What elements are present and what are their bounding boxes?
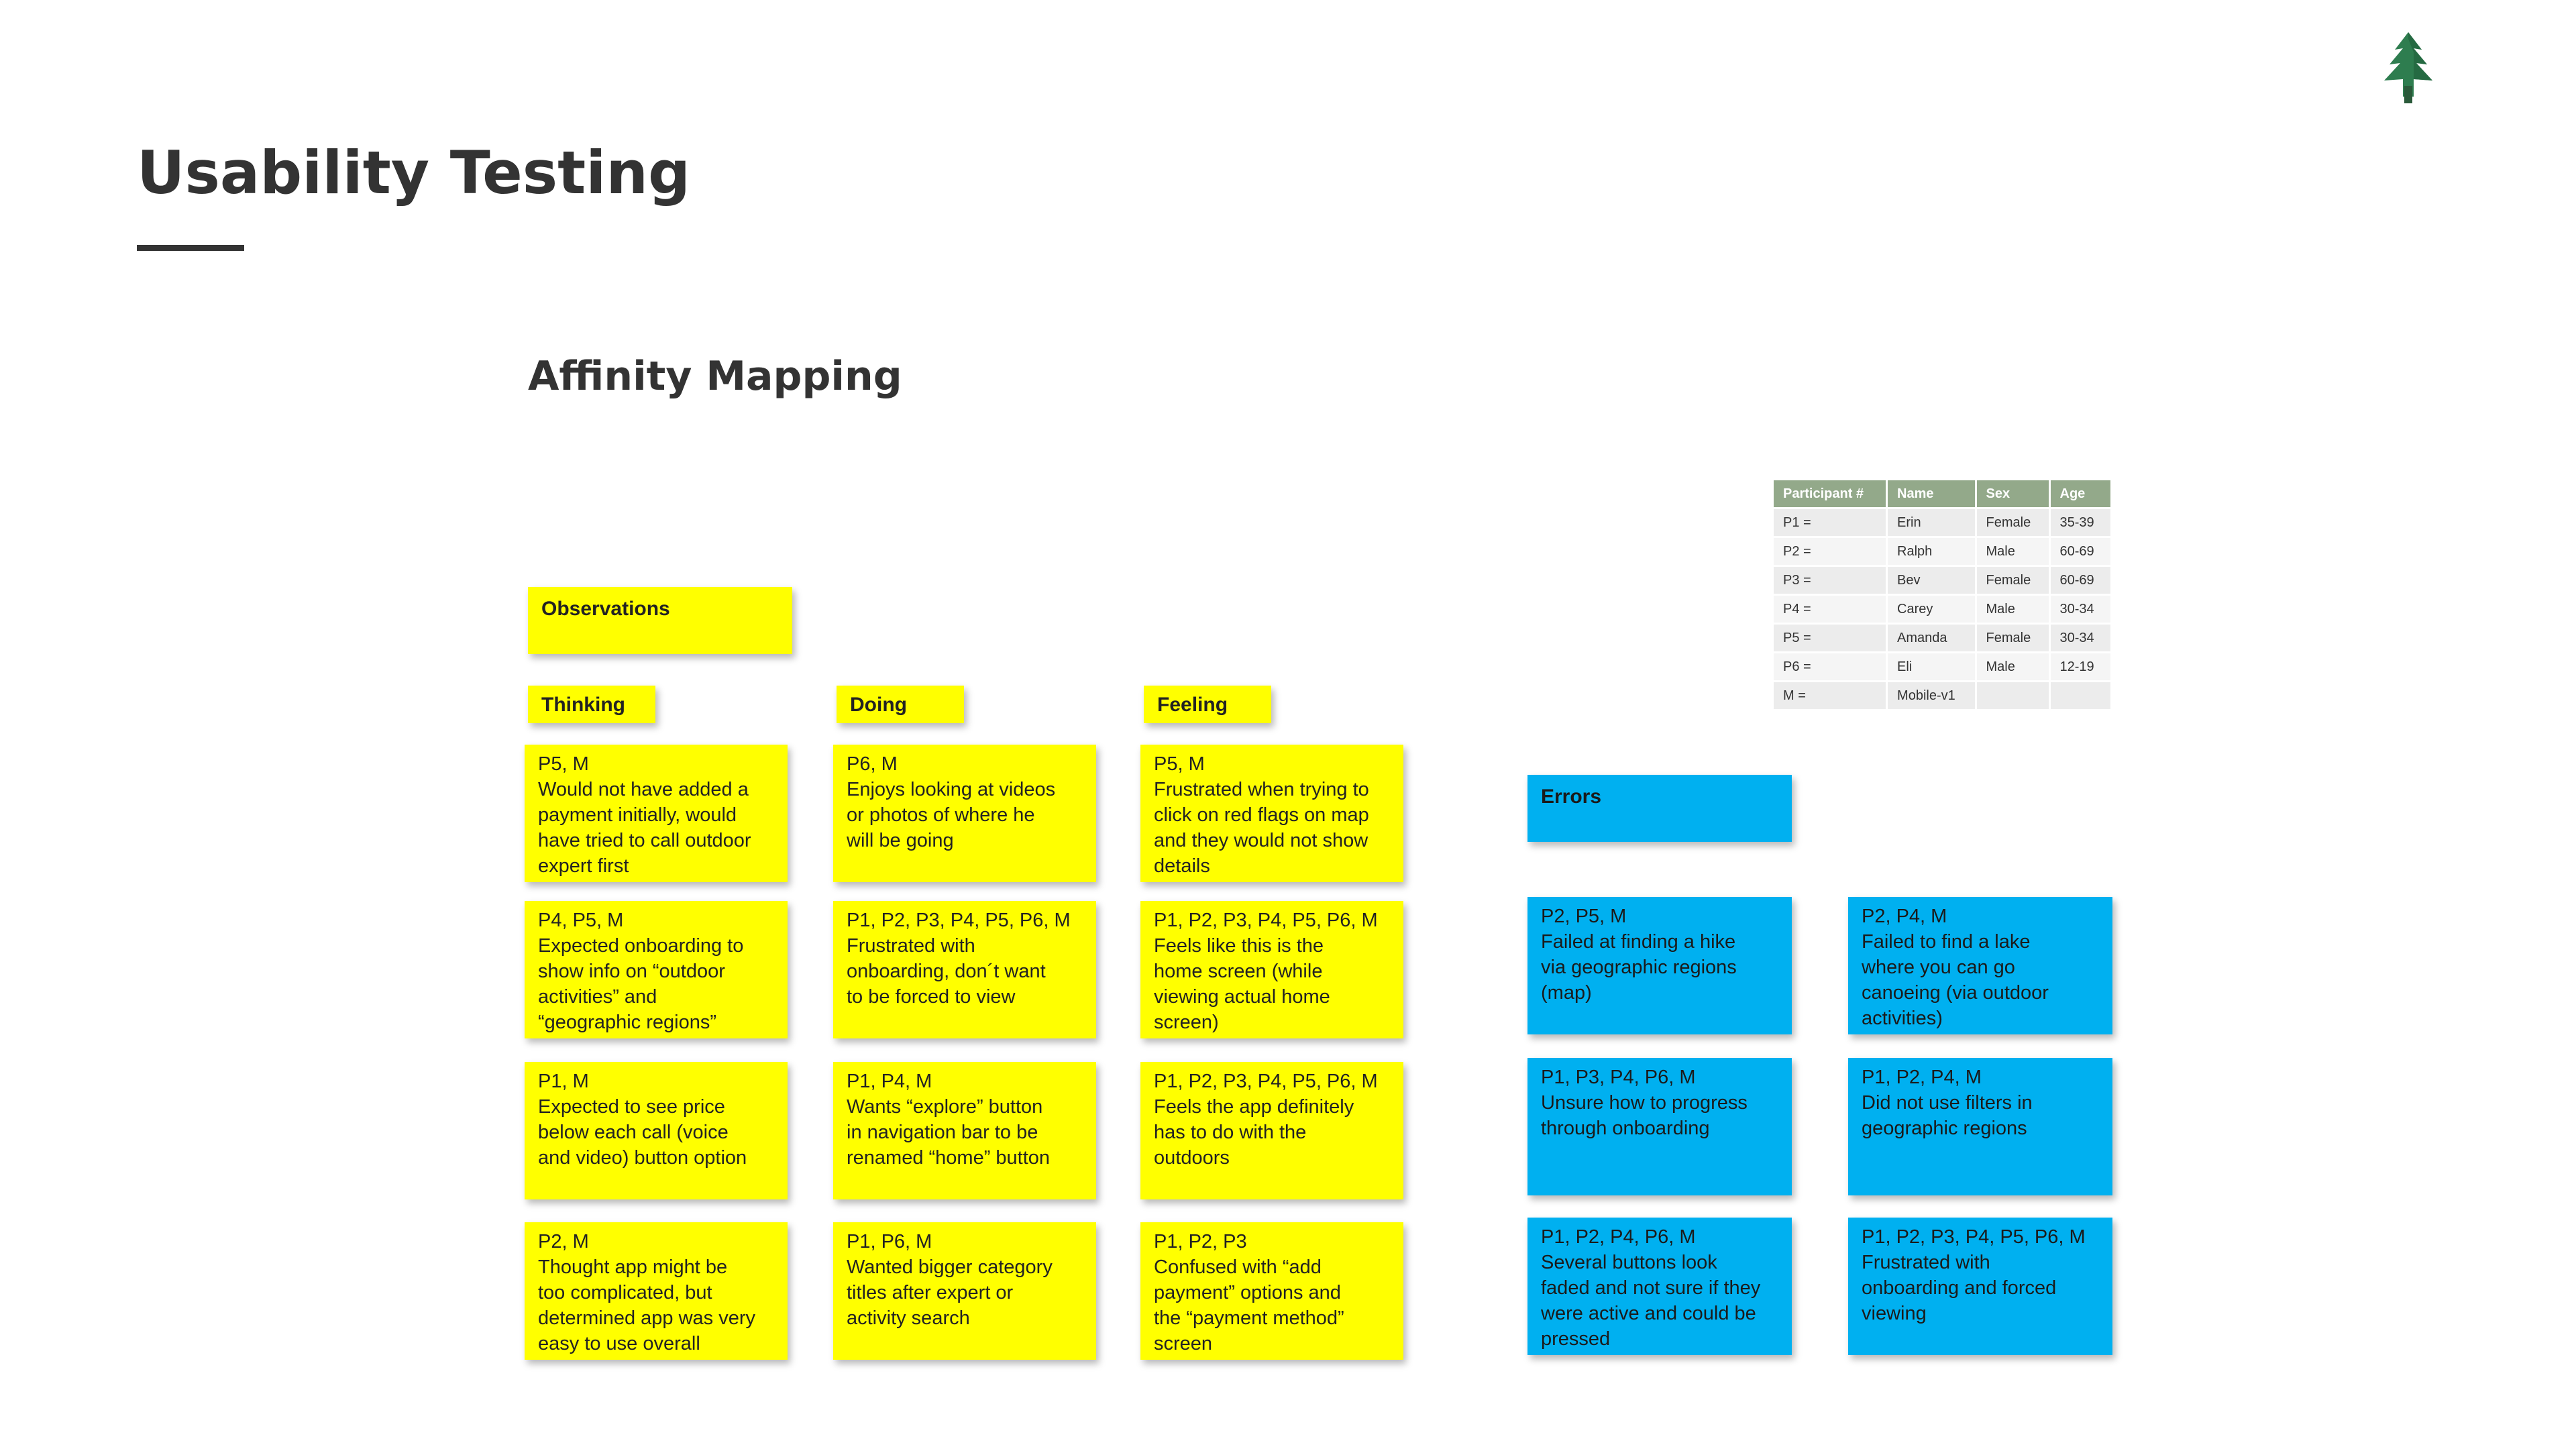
- note-participants: P2, M: [538, 1231, 589, 1252]
- note-text: and they would not show: [1154, 830, 1368, 851]
- sticky-note: [833, 745, 1096, 882]
- title-underline: [137, 245, 244, 251]
- note-text: Expected to see price: [538, 1096, 725, 1118]
- note-text: outdoors: [1154, 1147, 1230, 1169]
- note-text: Thought app might be: [538, 1256, 728, 1278]
- error-note: [1527, 897, 1792, 1034]
- table-header-cell: Age: [2049, 480, 2112, 508]
- table-cell: Ralph: [1887, 537, 1976, 566]
- table-cell: Bev: [1887, 566, 1976, 595]
- note-text: activities” and: [538, 986, 657, 1008]
- note-text: Feels the app definitely: [1154, 1096, 1354, 1118]
- note-participants: P1, P2, P3, P4, P5, P6, M: [1862, 1226, 2086, 1248]
- note-text: Frustrated with: [1862, 1252, 1990, 1273]
- tree-icon: [2376, 32, 2440, 106]
- note-text: the “payment method”: [1154, 1307, 1344, 1329]
- note-text: Frustrated with: [847, 935, 975, 957]
- table-cell: P2 =: [1773, 537, 1887, 566]
- note-participants: P1, P4, M: [847, 1071, 932, 1092]
- sticky-note: [525, 745, 788, 882]
- sticky-note: [525, 1222, 788, 1360]
- observations-note: Observations: [528, 587, 792, 654]
- note-participants: P1, P3, P4, P6, M: [1541, 1067, 1696, 1088]
- note-participants: P2, P5, M: [1541, 906, 1627, 927]
- note-text: where you can go: [1862, 957, 2015, 978]
- table-row: [1773, 508, 2112, 537]
- table-cell: 12-19: [2049, 653, 2112, 682]
- table-cell: Male: [1976, 653, 2049, 682]
- note-text: titles after expert or: [847, 1282, 1014, 1303]
- note-text: viewing actual home: [1154, 986, 1330, 1008]
- note-text: home screen (while: [1154, 961, 1323, 982]
- table-cell: Mobile-v1: [1887, 682, 1976, 710]
- section-subtitle: Affinity Mapping: [528, 353, 902, 400]
- note-text: faded and not sure if they: [1541, 1277, 1761, 1299]
- table-header-cell: Sex: [1976, 480, 2049, 508]
- note-text: Failed to find a lake: [1862, 931, 2031, 953]
- note-text: show info on “outdoor: [538, 961, 725, 982]
- sticky-note: [1140, 745, 1403, 882]
- note-text: Wanted bigger category: [847, 1256, 1053, 1278]
- column-label-thinking: Thinking: [528, 686, 655, 723]
- table-header-cell: Participant #: [1773, 480, 1887, 508]
- table-row: [1773, 595, 2112, 624]
- table-row: [1773, 537, 2112, 566]
- note-participants: P1, P2, P3: [1154, 1231, 1247, 1252]
- note-text: “geographic regions”: [538, 1012, 716, 1033]
- sticky-note: [1140, 1062, 1403, 1199]
- note-text: expert first: [538, 855, 629, 877]
- note-text: Feels like this is the: [1154, 935, 1324, 957]
- note-participants: P4, P5, M: [538, 910, 624, 931]
- note-text: has to do with the: [1154, 1122, 1307, 1143]
- note-text: onboarding and forced: [1862, 1277, 2057, 1299]
- error-note: [1848, 1218, 2112, 1355]
- note-text: Confused with “add: [1154, 1256, 1322, 1278]
- note-participants: P5, M: [538, 753, 589, 775]
- note-text: pressed: [1541, 1328, 1611, 1350]
- note-text: renamed “home” button: [847, 1147, 1051, 1169]
- note-text: Expected onboarding to: [538, 935, 744, 957]
- error-note: [1848, 897, 2112, 1034]
- note-text: Several buttons look: [1541, 1252, 1717, 1273]
- error-note: [1527, 1218, 1792, 1355]
- note-text: details: [1154, 855, 1210, 877]
- note-text: or photos of where he: [847, 804, 1035, 826]
- errors-note: Errors: [1527, 775, 1792, 842]
- note-text: will be going: [847, 830, 954, 851]
- note-text: have tried to call outdoor: [538, 830, 751, 851]
- table-cell: Amanda: [1887, 624, 1976, 653]
- note-text: determined app was very: [538, 1307, 755, 1329]
- table-cell: 60-69: [2049, 537, 2112, 566]
- table-cell: P5 =: [1773, 624, 1887, 653]
- table-cell: [2049, 682, 2112, 710]
- error-note: [1527, 1058, 1792, 1195]
- table-cell: 35-39: [2049, 508, 2112, 537]
- sticky-note: [1140, 1222, 1403, 1360]
- table-cell: M =: [1773, 682, 1887, 710]
- note-participants: P6, M: [847, 753, 898, 775]
- error-note: [1848, 1058, 2112, 1195]
- note-text: Frustrated when trying to: [1154, 779, 1369, 800]
- note-text: screen: [1154, 1333, 1213, 1354]
- note-text: to be forced to view: [847, 986, 1016, 1008]
- note-text: viewing: [1862, 1303, 1927, 1324]
- note-text: activities): [1862, 1008, 1943, 1029]
- note-text: activity search: [847, 1307, 970, 1329]
- note-text: were active and could be: [1541, 1303, 1756, 1324]
- column-label-feeling: Feeling: [1144, 686, 1271, 723]
- note-text: geographic regions: [1862, 1118, 2027, 1139]
- table-row: [1773, 624, 2112, 653]
- note-text: too complicated, but: [538, 1282, 712, 1303]
- table-cell: P6 =: [1773, 653, 1887, 682]
- table-row: [1773, 566, 2112, 595]
- sticky-note: [833, 1062, 1096, 1199]
- sticky-note: [1140, 901, 1403, 1038]
- sticky-note: [525, 1062, 788, 1199]
- note-text: easy to use overall: [538, 1333, 700, 1354]
- note-text: through onboarding: [1541, 1118, 1710, 1139]
- note-participants: P1, P2, P4, M: [1862, 1067, 1982, 1088]
- note-text: onboarding, don´t want: [847, 961, 1046, 982]
- column-label-doing: Doing: [837, 686, 964, 723]
- table-cell: P1 =: [1773, 508, 1887, 537]
- table-cell: 30-34: [2049, 595, 2112, 624]
- note-text: payment” options and: [1154, 1282, 1341, 1303]
- note-participants: P1, P2, P3, P4, P5, P6, M: [847, 910, 1071, 931]
- table-cell: Female: [1976, 624, 2049, 653]
- sticky-note: [833, 1222, 1096, 1360]
- table-cell: 30-34: [2049, 624, 2112, 653]
- table-cell: Eli: [1887, 653, 1976, 682]
- note-text: Wants “explore” button: [847, 1096, 1043, 1118]
- note-text: click on red flags on map: [1154, 804, 1369, 826]
- note-text: Failed at finding a hike: [1541, 931, 1736, 953]
- note-text: Did not use filters in: [1862, 1092, 2033, 1114]
- table-row: [1773, 682, 2112, 710]
- note-participants: P1, P2, P3, P4, P5, P6, M: [1154, 1071, 1378, 1092]
- note-participants: P1, P6, M: [847, 1231, 932, 1252]
- note-text: canoeing (via outdoor: [1862, 982, 2049, 1004]
- table-cell: Erin: [1887, 508, 1976, 537]
- table-cell: P4 =: [1773, 595, 1887, 624]
- note-participants: P5, M: [1154, 753, 1205, 775]
- note-participants: P1, M: [538, 1071, 589, 1092]
- note-text: and video) button option: [538, 1147, 747, 1169]
- note-text: (map): [1541, 982, 1592, 1004]
- note-text: via geographic regions: [1541, 957, 1737, 978]
- table-cell: Carey: [1887, 595, 1976, 624]
- table-cell: Male: [1976, 537, 2049, 566]
- sticky-note: [525, 901, 788, 1038]
- table-cell: Male: [1976, 595, 2049, 624]
- table-cell: P3 =: [1773, 566, 1887, 595]
- table-cell: Female: [1976, 508, 2049, 537]
- table-cell: 60-69: [2049, 566, 2112, 595]
- note-text: payment initially, would: [538, 804, 737, 826]
- note-text: Unsure how to progress: [1541, 1092, 1748, 1114]
- note-participants: P1, P2, P3, P4, P5, P6, M: [1154, 910, 1378, 931]
- note-text: screen): [1154, 1012, 1219, 1033]
- table-cell: Female: [1976, 566, 2049, 595]
- table-header-cell: Name: [1887, 480, 1976, 508]
- page-title: Usability Testing: [137, 138, 691, 207]
- sticky-note: [833, 901, 1096, 1038]
- table-cell: [1976, 682, 2049, 710]
- note-text: Would not have added a: [538, 779, 749, 800]
- note-text: Enjoys looking at videos: [847, 779, 1056, 800]
- participant-table: [1772, 478, 2112, 711]
- note-participants: P2, P4, M: [1862, 906, 1947, 927]
- note-participants: P1, P2, P4, P6, M: [1541, 1226, 1696, 1248]
- note-text: in navigation bar to be: [847, 1122, 1038, 1143]
- table-row: [1773, 653, 2112, 682]
- table-header-row: [1773, 480, 2112, 508]
- note-text: below each call (voice: [538, 1122, 729, 1143]
